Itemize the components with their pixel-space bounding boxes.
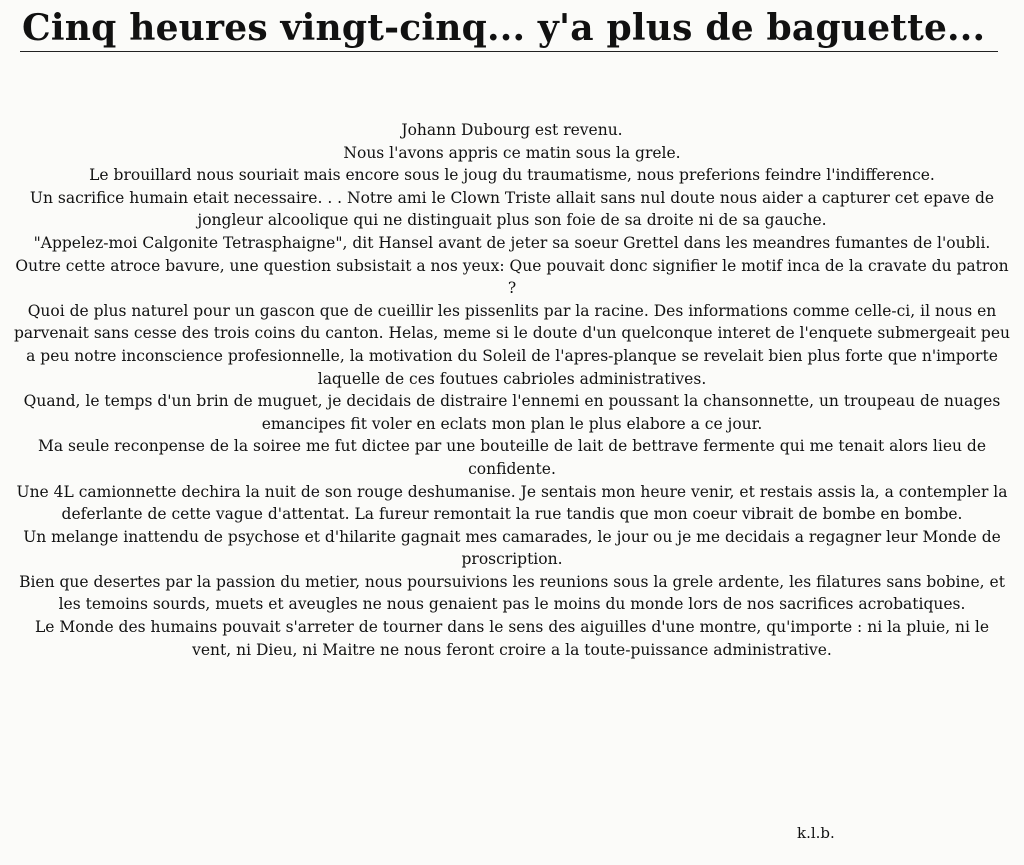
paragraph: Johann Dubourg est revenu.	[401, 121, 623, 139]
paragraph: Un sacrifice humain etait necessaire. . . Notre ami le Clown Triste allait sans nul doute nous aider a capturer cet epave de jongleur alcoolique qui ne distinguait plus son foie de sa droite ni de sa gauche.	[29, 188, 995, 230]
document-title: Cinq heures vingt-cinq... y'a plus de baguette...	[22, 7, 986, 49]
signature: k.l.b.	[797, 824, 835, 842]
paragraph: Bien que desertes par la passion du metier, nous poursuivions les reunions sous la grele ardente, les filatures sans bobine, et les temoins sourds, muets et aveugles ne nous genaient pas le moins du monde lors de nos sacrifices acrobatiques.	[19, 572, 1005, 614]
paragraph: Ma seule reconpense de la soiree me fut dictee par une bouteille de lait de bettrave fermente qui me tenait alors lieu de confidente.	[37, 437, 987, 478]
paragraph: Le Monde des humains pouvait s'arreter de tourner dans le sens des aiguilles d'une montre, qu'importe : ni la pluie, ni le vent, ni Dieu, ni Maitre ne nous feront croire a la toute-puissance administrative.	[34, 618, 990, 659]
title-underline	[20, 51, 998, 52]
paragraph: Nous l'avons appris ce matin sous la grele.	[343, 143, 681, 162]
paragraph: Une 4L camionnette dechira la nuit de son rouge deshumanise. Je sentais mon heure venir, et restais assis la, a contempler la deferlante de cette vague d'attentat. La fureur remontait la rue tandis que mon coeur vibrait de bombe en bombe.	[16, 482, 1008, 524]
paragraph: Un melange inattendu de psychose et d'hilarite gagnait mes camarades, le jour ou je me decidais a regagner leur Monde de proscription.	[23, 527, 1001, 569]
paragraph: Le brouillard nous souriait mais encore sous le joug du traumatisme, nous preferions feindre l'indifference.	[89, 166, 935, 185]
paragraph: "Appelez-moi Calgonite Tetrasphaigne", dit Hansel avant de jeter sa soeur Grettel dans les meandres fumantes de l'oubli. Outre cette atroce bavure, une question subsistait a nos yeux: Que pouvait donc signifier le motif inca de la cravate du patron ?	[15, 233, 1009, 298]
paragraph: Quand, le temps d'un brin de muguet, je decidais de distraire l'ennemi en poussant la chansonnette, un troupeau de nuages emancipes fit voler en eclats mon plan le plus elabore a ce jour.	[23, 392, 1001, 433]
document-body	[14, 119, 1010, 661]
paragraph: Quoi de plus naturel pour un gascon que de cueillir les pissenlits par la racine. Des informations comme celle-ci, il nous en parvenait sans cesse des trois coins du canton. Helas, meme si le doute d'un quelconque interet de l'enquete submergeait peu a peu notre inconscience profesionnelle, la motivation du Soleil de l'apres-planque se revelait bien plus forte que n'importe laquelle de ces foutues cabrioles administratives.	[14, 301, 1010, 388]
